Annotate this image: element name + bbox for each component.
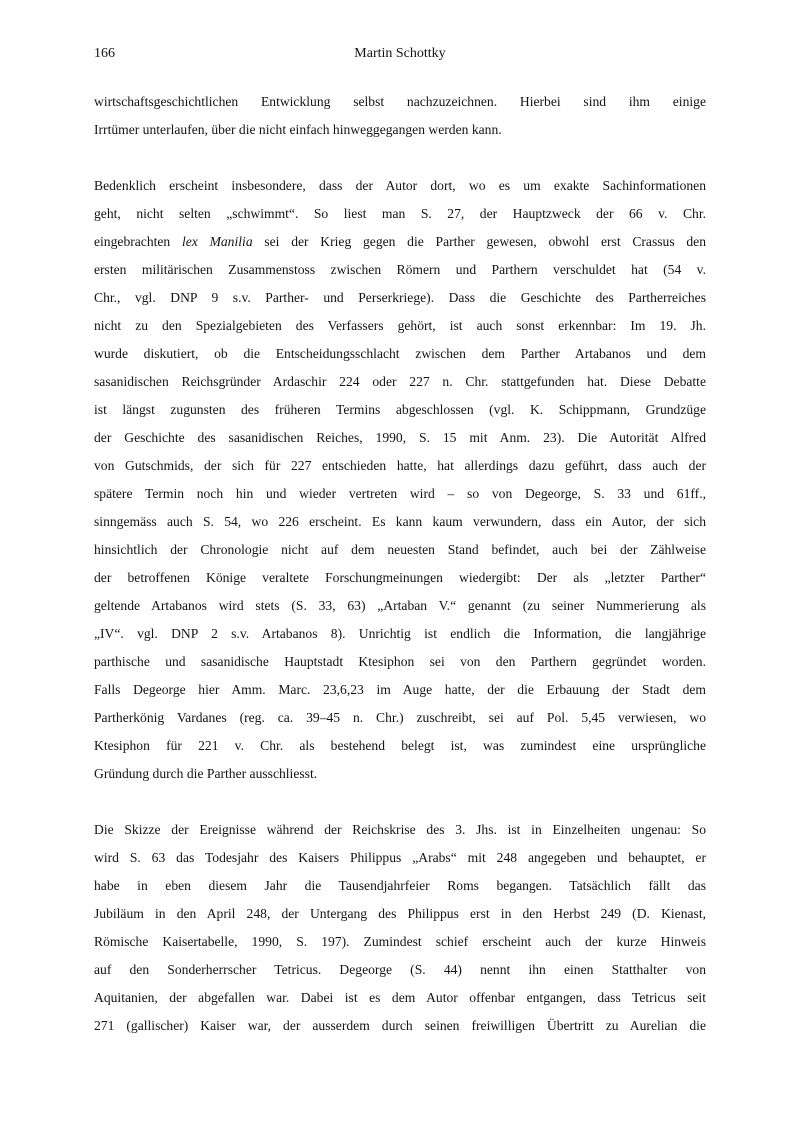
- text-line: Römische Kaisertabelle, 1990, S. 197). Zumindest schief erscheint auch der kurze Hinweis: [94, 934, 706, 949]
- text-line: auf den Sonderherrscher Tetricus. Degeorge (S. 44) nennt ihn einen Statthalter von: [94, 962, 706, 977]
- paragraph: [94, 816, 706, 1040]
- page-body: [94, 88, 706, 1068]
- text-line: nicht zu den Spezialgebieten des Verfassers gehört, ist auch sonst erkennbar: Im 19. Jh.: [94, 318, 706, 333]
- text-line: sasanidischen Reichsgründer Ardaschir 224 oder 227 n. Chr. stattgefunden hat. Diese Debatte: [94, 374, 706, 389]
- text-line: geltende Artabanos wird stets (S. 33, 63) „Artaban V.“ genannt (zu seiner Nummerierung als: [94, 598, 706, 613]
- text-line: Bedenklich erscheint insbesondere, dass der Autor dort, wo es um exakte Sachinformationen: [94, 178, 706, 193]
- text-line: von Gutschmids, der sich für 227 entschieden hatte, hat allerdings dazu geführt, dass auch der: [94, 458, 706, 473]
- text-line: Irrtümer unterlaufen, über die nicht einfach hinweggegangen werden kann.: [94, 122, 502, 137]
- text-line: Chr., vgl. DNP 9 s.v. Parther- und Perserkriege). Dass die Geschichte des Partherreiches: [94, 290, 706, 305]
- text-line: Aquitanien, der abgefallen war. Dabei ist es dem Autor offenbar entgangen, dass Tetricus seit: [94, 990, 706, 1005]
- text-line: wirtschaftsgeschichtlichen Entwicklung selbst nachzuzeichnen. Hierbei sind ihm einige: [94, 94, 706, 109]
- text-line: Falls Degeorge hier Amm. Marc. 23,6,23 im Auge hatte, der die Erbauung der Stadt dem: [94, 682, 706, 697]
- running-header: [94, 46, 706, 66]
- text-line: parthische und sasanidische Hauptstadt Ktesiphon sei von den Parthern gegründet worden.: [94, 654, 706, 669]
- text-line: „IV“. vgl. DNP 2 s.v. Artabanos 8). Unrichtig ist endlich die Information, die langjährige: [94, 626, 706, 641]
- text-line: eingebrachten lex Manilia sei der Krieg gegen die Parther gewesen, obwohl erst Crassus den: [94, 234, 706, 249]
- text-line: Partherkönig Vardanes (reg. ca. 39–45 n. Chr.) zuschreibt, sei auf Pol. 5,45 verwiesen, wo: [94, 710, 706, 725]
- text-line: sinngemäss auch S. 54, wo 226 erscheint. Es kann kaum verwundern, dass ein Autor, der sich: [94, 514, 706, 529]
- italic-citation: lex Manilia: [181, 234, 253, 249]
- text-line: der betroffenen Könige veraltete Forschungmeinungen wiedergibt: Der als „letzter Parther“: [94, 570, 706, 585]
- paragraph: [94, 88, 706, 144]
- paragraph: [94, 172, 706, 788]
- text-line: ist längst zugunsten des früheren Termins abgeschlossen (vgl. K. Schippmann, Grundzüge: [94, 402, 706, 417]
- text-line: spätere Termin noch hin und wieder vertreten wird – so von Degeorge, S. 33 und 61ff.,: [94, 486, 706, 501]
- text-line: habe in eben diesem Jahr die Tausendjahrfeier Roms begangen. Tatsächlich fällt das: [94, 878, 706, 893]
- page-number: 166: [94, 46, 115, 61]
- text-line: geht, nicht selten „schwimmt“. So liest man S. 27, der Hauptzweck der 66 v. Chr.: [94, 206, 706, 221]
- text-line: der Geschichte des sasanidischen Reiches, 1990, S. 15 mit Anm. 23). Die Autorität Alfred: [94, 430, 706, 445]
- running-head-author: Martin Schottky: [354, 46, 446, 61]
- text-line: hinsichtlich der Chronologie nicht auf dem neuesten Stand befindet, auch bei der Zählweise: [94, 542, 706, 557]
- text-line: Ktesiphon für 221 v. Chr. als bestehend belegt ist, was zumindest eine ursprüngliche: [94, 738, 706, 753]
- text-line: wird S. 63 das Todesjahr des Kaisers Philippus „Arabs“ mit 248 angegeben und behauptet, er: [94, 850, 706, 865]
- text-line: ersten militärischen Zusammenstoss zwischen Römern und Parthern verschuldet hat (54 v.: [94, 262, 706, 277]
- text-line: Jubiläum in den April 248, der Untergang des Philippus erst in den Herbst 249 (D. Kienast,: [94, 906, 706, 921]
- text-line: 271 (gallischer) Kaiser war, der ausserdem durch seinen freiwilligen Übertritt zu Aurelian die: [94, 1018, 706, 1033]
- text-line: wurde diskutiert, ob die Entscheidungsschlacht zwischen dem Parther Artabanos und dem: [94, 346, 706, 361]
- text-line: Gründung durch die Parther ausschliesst.: [94, 766, 318, 781]
- text-line: Die Skizze der Ereignisse während der Reichskrise des 3. Jhs. ist in Einzelheiten ungenau: So: [94, 822, 706, 837]
